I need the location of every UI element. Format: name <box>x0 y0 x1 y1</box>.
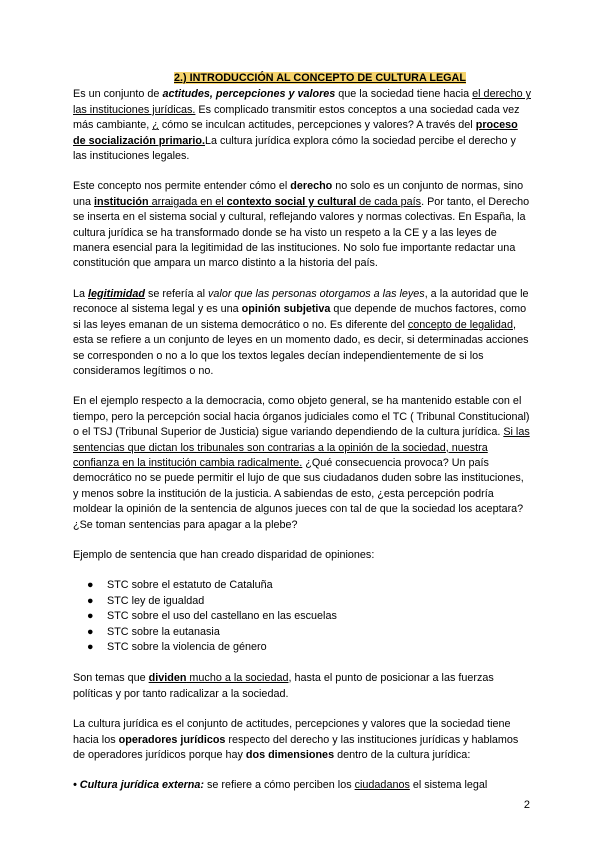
text-run: que la sociedad tiene hacia <box>335 88 473 101</box>
underlined-text: ¿ <box>152 119 159 132</box>
paragraph-ejemplo: Ejemplo de sentencia que han creado disparidad de opiniones: <box>73 548 375 561</box>
emphasis-text: contexto social y cultural <box>226 195 357 208</box>
bold-text: derecho <box>290 180 333 193</box>
list-item <box>73 609 531 624</box>
text-run: dentro de la cultura jurídica: <box>334 749 471 762</box>
underlined-text: ciudadanos <box>354 779 410 792</box>
bold-text: operadores jurídicos <box>118 733 226 746</box>
section-title <box>73 71 531 86</box>
page-number: 2 <box>523 799 530 811</box>
paragraph-derecho <box>73 179 531 271</box>
emphasis-text: institución <box>94 195 149 208</box>
list-item-text: STC sobre el estatuto de Cataluña <box>107 579 273 592</box>
underlined-text: el derecho y las instituciones jurídicas. <box>73 88 531 116</box>
italic-text: valor que las personas otorgamos a las leyes <box>208 287 425 300</box>
paragraph-definition <box>73 87 531 164</box>
list-item <box>73 578 531 593</box>
list-item <box>73 625 531 640</box>
list-item-text: STC sobre la eutanasia <box>107 625 220 638</box>
text-run: La cultura jurídica es el conjunto de actitudes, percepciones y valores que la sociedad tiene hacia los <box>73 718 511 746</box>
text-run: Este concepto nos permite entender cómo el <box>73 180 291 193</box>
emphasis-text: • Cultura jurídica externa: <box>73 779 204 792</box>
text-run: Es un conjunto de <box>73 88 163 101</box>
text-run: el sistema legal <box>409 779 488 792</box>
underlined-text: de cada país <box>356 195 422 208</box>
emphasis-text: dividen <box>148 672 187 685</box>
sentence-list <box>73 578 531 655</box>
text-run: ¿Qué consecuencia provoca? Un país democrático no se puede permitir el lujo de que sus ciudadanos duden sobre las instituciones, y menos sobre la institución de la justicia. A sabiendas de esto, ¿esta percepción podría moldear la opinión de la sentencia de algunos jueces con tal de que la sociedad los aceptara? ¿Se toman sentencias para apagar a la plebe? <box>73 456 524 531</box>
text-run: , a la autoridad que le reconoce al sistema legal y es una <box>73 287 529 316</box>
document-body <box>73 71 531 809</box>
text-run: Son temas que <box>73 672 149 685</box>
paragraph-democracia <box>73 394 531 533</box>
text-run: . Por tanto, el Derecho se inserta en el sistema social y cultural, reflejando valores y normas colectivas. En España, la cultura jurídica se ha transformado donde se ha visto un respeto a la CE y a las leyes de manera esencial para la legitimidad de las instituciones. No solo fue importante redactar una constitución que ampara un marco distinto a la historia del país. <box>73 195 530 270</box>
bullet-icon: ● <box>87 579 94 592</box>
list-item-text: STC sobre el uso del castellano en las escuelas <box>107 610 337 623</box>
text-run: En el ejemplo respecto a la democracia, como objeto general, se ha mantenido estable con el tiempo, pero la percepción social hacia órganos judiciales como el TC ( Tribunal Constitucional) o el TSJ (Tribunal Superior de Justicia) sigue variando dependiendo de la cultura jurídica. <box>73 395 530 439</box>
text-run: , hasta el punto de posicionar a las fuerzas políticas y por tanto radicalizar a la sociedad. <box>73 672 494 700</box>
text-run: que depende de muchos factores, como si las leyes emanan de un sistema democrático o no. Es diferente del <box>73 303 527 331</box>
underlined-text: mucho a la sociedad <box>186 672 289 685</box>
paragraph-cultura-externa <box>73 778 531 793</box>
emphasis-text: actitudes, percepciones y valores <box>162 88 336 101</box>
text-run: La <box>73 287 89 300</box>
paragraph-temas <box>73 671 531 702</box>
list-item-text: STC ley de igualdad <box>107 594 205 607</box>
paragraph-operadores <box>73 717 531 763</box>
underlined-text: Si las sentencias que dictan los tribunales son contrarias a la opinión de la sociedad, nuestra confianza en la institución cambia radicalmente. <box>73 426 530 469</box>
emphasis-text: proceso de socialización primario. <box>73 119 518 147</box>
bullet-icon: ● <box>87 594 94 607</box>
section-title-text: 2.) INTRODUCCIÓN AL CONCEPTO DE CULTURA LEGAL <box>174 72 466 84</box>
bold-text: opinión subjetiva <box>241 303 331 316</box>
list-item-text: STC sobre la violencia de género <box>107 641 267 653</box>
bullet-icon: ● <box>87 641 94 653</box>
emphasis-text: legitimidad <box>88 287 146 300</box>
bullet-icon: ● <box>87 610 94 623</box>
bullet-icon: ● <box>87 625 94 638</box>
text-run: cómo se inculcan actitudes, percepciones y valores? A través del <box>158 119 476 132</box>
text-run: Es complicado transmitir estos conceptos a una sociedad cada vez más cambiante, <box>73 103 520 132</box>
list-item <box>73 640 531 655</box>
text-run: respecto del derecho y las instituciones jurídicas y hablamos de operadores jurídicos porque hay <box>73 733 519 762</box>
paragraph-legitimidad <box>73 287 531 379</box>
list-item <box>73 594 531 609</box>
text-run: se refiere a cómo perciben los <box>203 779 355 792</box>
text-run: no solo es un conjunto de normas, sino una <box>73 180 524 208</box>
underlined-text: arraigada en el <box>148 195 227 208</box>
text-run: se refería al <box>145 287 209 300</box>
text-run: , esta se refiere a un conjunto de leyes en un momento dado, es decir, si determinadas acciones se corresponden o no a lo que los textos legales decían independientemente de si los consideramos legítimos o no. <box>73 318 529 377</box>
bold-text: dos dimensiones <box>245 749 335 762</box>
underlined-text: concepto de legalidad <box>407 318 513 331</box>
text-run: La cultura jurídica explora cómo la sociedad percibe el derecho y las instituciones legales. <box>73 134 516 163</box>
